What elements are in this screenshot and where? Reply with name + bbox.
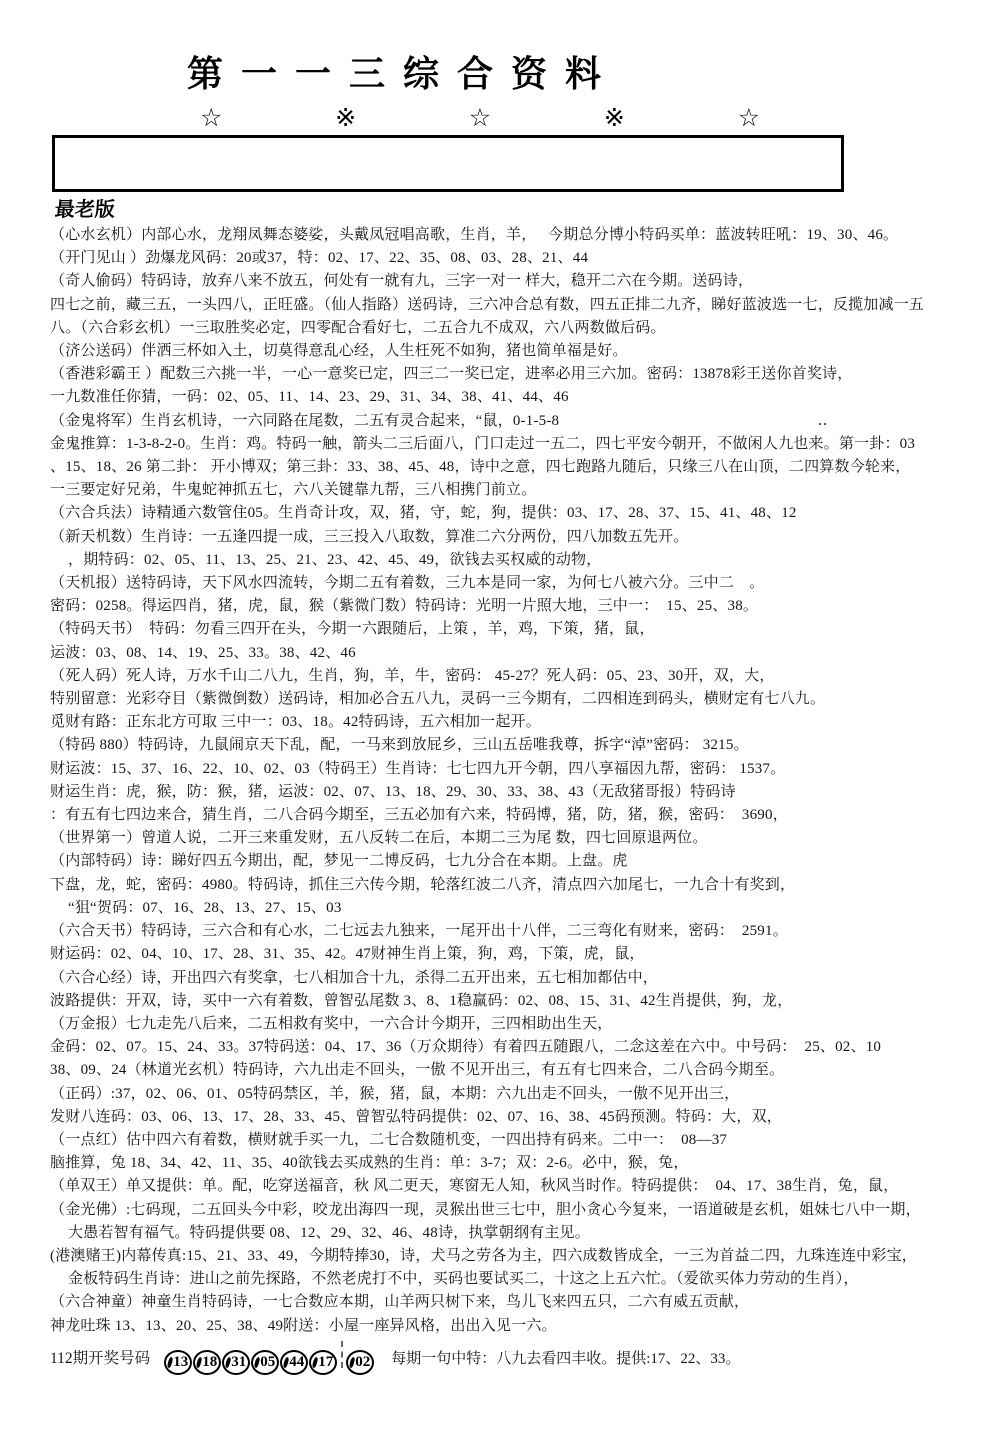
- body-line: ：有五有七四边来合，猜生肖，二八合码今期至，三五必加有六来，特码博，猪，防，猪，猴，密码： 3690，: [50, 807, 788, 824]
- reference-mark-icon: ※: [603, 104, 625, 132]
- body-line: 金板特码生肖诗：进山之前先探路，不然老虎打不中，买码也要试买二，十这之上五六忙。（爱欲买体力劳动的生肖），: [68, 1271, 859, 1288]
- body-line: 密码：0258。得运四肖，猪，虎，鼠，猴（紫微门数）特码诗：光明一片照大地，三中一： 15、25、38。: [50, 598, 759, 615]
- body-line: （正码）:37，02、06、01、05特码禁区，羊，猴，猪，鼠，本期：六九出走不回头，一傲不见开出三，: [50, 1085, 740, 1102]
- body-text: [50, 224, 980, 1338]
- reference-mark-icon: ※: [335, 104, 357, 132]
- body-line: （济公送码）伴洒三杯如入土，切莫得意乱心经，人生枉死不如狗，猪也简单福是好。: [50, 343, 628, 360]
- body-line: 脑推算，兔 18、34、42、11、35、40欲钱去买成熟的生肖：单：3-7；双：2-6。必中，猴，兔，: [50, 1155, 689, 1172]
- body-line: （新天机数）生肖诗：一五逢四提一成，三三投入八取数，算准二六分两份，四八加数五先开。: [50, 528, 689, 545]
- body-line: 一九数准任你猜，一码：02、05、11、14、23、29、31、34、38、41、44、46: [50, 389, 569, 406]
- body-line: （单双王）单又提供：单。配，吃穿送福音，秋 风二更天，寒窗无人知，秋风当时作。特码提供： 04、17、38生肖，兔，鼠，: [50, 1178, 899, 1195]
- footer-draw-line: [50, 1341, 986, 1378]
- drawn-number-ball: 44: [280, 1350, 308, 1375]
- decor-symbol-row: [200, 103, 760, 133]
- body-line: （香港彩霸王 ）配数三六挑一半，一心一意奖已定，四三二一奖已定，进率必用三六加。密码：13878彩王送你首奖诗，: [50, 366, 853, 383]
- body-line: （六合天书）特码诗，三六合和有心水，二七远去九独来，一尾开出十八伴，二三弯化有财来，密码： 2591。: [50, 923, 788, 940]
- body-line: 38、09、24（林道光玄机）特码诗，六九出走不回头，一傲 不见开出三，有五有七四来合，二八合码今期至。: [50, 1062, 785, 1079]
- drawn-number-ball: 18: [193, 1350, 221, 1375]
- body-line: （开门见山 ）劲爆龙风码：20或37，特：02、17、22、35、08、03、28、21、44: [50, 250, 589, 267]
- body-line: （万金报）七九走先八后来，二五相救有奖中，一六合计今期开，三四相助出生天，: [50, 1015, 613, 1032]
- body-line: ，期特码：02、05、11、13、25、21、23、42、45、49，欲钱去买权威的动物，: [68, 551, 602, 568]
- dashed-separator: [341, 1341, 343, 1368]
- star-icon: ☆: [468, 104, 492, 132]
- body-line: （六合心经）诗，开出四六有奖拿，七八相加合十九，杀得二五开出来，五七相加都估中，: [50, 969, 659, 986]
- body-line: 神龙吐珠 13、13、20、25、38、49附送：小屋一座异风格，出出入见一六。: [50, 1317, 557, 1334]
- body-line: 特别留意：光彩夺目（紫微倒数）送码诗，相加必合五八九，灵码一三今期有，二四相连到码头，横财定有七八九。: [50, 691, 826, 708]
- body-line: （特码 880）特码诗，九鼠闹京天下乱，配，一马来到放屁乡，三山五岳唯我尊，拆字“淖”密码： 3215。: [50, 737, 749, 754]
- body-line: 运波：03、08、14、19、25、33。38、42、46: [50, 644, 356, 661]
- body-line: (港澳赌王)内幕传真:15、21、33、49，今期特捧30，诗，犬马之劳各为主，四六成数皆成全，一三为首益二四，九珠连连中彩宝，: [50, 1247, 917, 1264]
- body-line: （六合兵法）诗精通六数管住05。生肖奇计攻，双，猪，守，蛇，狗，提供：03、17、28、37、15、41、48、12: [50, 505, 797, 522]
- drawn-number-ball: 17: [309, 1350, 337, 1375]
- header-box: [52, 135, 844, 192]
- drawn-number-ball: 05: [251, 1350, 279, 1375]
- body-line: （金鬼将军）生肖玄机诗，一六同路在尾数，二五有灵合起来，“鼠，0-1-5-8 ‥: [50, 412, 828, 429]
- body-line: 财运码：02、04、10、17、28、31、35、42。47财神生肖上策，狗，鸡，下策，虎，鼠，: [50, 946, 645, 963]
- body-line: （天机报）送特码诗，天下风水四流转，今期二五有着数，三九本是同一家，为何七八被六分。三中二 。: [50, 575, 765, 592]
- body-line: 大愚若智有福气。特码提供要 08、12、29、32、46、48诗，执掌朝纲有主见。: [68, 1224, 590, 1241]
- body-line: （死人码）死人诗，万水千山二八九，生肖，狗，羊，牛，密码： 45-27？死人码：05、23、30开，双，大，: [50, 667, 775, 684]
- body-line: 、15、18、26 第二卦： 开小博双；第三卦：33、38、45、48，诗中之意，四七跑路九随后，只缘三八在山顶，二四算数今轮来，: [50, 459, 911, 476]
- body-line: 下盘，龙，蛇，密码：4980。特码诗，抓住三六传今期，轮落红波二八齐，清点四六加尾七，一九合十有奖到，: [50, 876, 796, 893]
- body-line: （金光佛）:七码现，二五回头今中彩，咬龙出海四一现，灵猴出世三七中，胆小贪心今复来，一语道破是玄机，姐妹七八中一期，: [50, 1201, 921, 1218]
- body-line: （心水玄机）内部心水，龙翔凤舞态婆娑，头戴凤冠唱高歌，生肖，羊， 今期总分博小特码买单：蓝波转旺吼：19、30、46。: [50, 227, 899, 243]
- body-line: 金码：02、07。15、24、33。37特码送：04、17、36（万众期待）有着四五随跟八，二念这差在六中。中号码： 25、02、10: [50, 1039, 882, 1056]
- body-line: 觅财有路：正东北方可取 三中一：03、18。42特码诗，五六相加一起开。: [50, 714, 541, 731]
- footer-note: 每期一句中特：八九去看四丰收。提供:17、22、33。: [391, 1351, 741, 1368]
- drawn-numbers: [164, 1341, 375, 1378]
- body-line: （内部特码）诗：睇好四五今期出，配，梦见一二博反码，七九分合在本期。上盘。虎: [50, 853, 628, 870]
- section-label: 最老版: [54, 199, 116, 221]
- body-line: （六合神童）神童生肖特码诗，一七合数应本期，山羊两只树下来，鸟儿飞来四五只，二六有威五贡献，: [50, 1294, 750, 1311]
- star-icon: ☆: [737, 104, 760, 132]
- drawn-number-ball: 31: [222, 1350, 250, 1375]
- scanned-lottery-sheet: [0, 46, 986, 1434]
- body-line: 一三要定好兄弟，牛鬼蛇神抓五七，六八关键靠九帮，三八相携门前立。: [50, 482, 537, 499]
- body-line: （奇人偷码）特码诗，放弃八来不放五，何处有一就有九，三字一对一 样大，稳开二六在今期。送码诗，: [50, 273, 754, 290]
- body-line: （特码天书） 特码：勿看三四开在头，今期一六跟随后，上策 ，羊，鸡，下策，猪，鼠，: [50, 621, 655, 638]
- body-line: “狙“贺码：07、16、28、13、27、15、03: [68, 899, 342, 916]
- body-line: 波路提供：开双，诗，买中一六有着数，曾智弘尾数 3、8、1稳赢码：02、08、15、31、42生肖提供，狗，龙，: [50, 992, 793, 1009]
- body-line: 发财八连码：03、06、13、17、28、33、45、曾智弘特码提供：02、07、16、38、45码预测。特码：大，双，: [50, 1108, 783, 1125]
- drawn-number-ball: 13: [164, 1350, 192, 1375]
- body-line: 财运波：15、37、16、22、10、02、03（特码王）生肖诗：七七四九开今朝，四八享福因九帮，密码： 1537。: [50, 760, 786, 777]
- body-line: （世界第一）曾道人说，二开三来重发财，五八反转二在后，本期二三为尾 数，四七回原退两位。: [50, 830, 708, 847]
- body-line: 八。（六合彩玄机）一三取胜奖必定，四零配合看好七，二五合九不成双，六八两数做后码。: [50, 319, 666, 336]
- body-line: 金鬼推算：1-3-8-2-0。生肖：鸡。特码一触，箭头二三后面八，门口走过一五二，四七平安今朝开，不做闲人九也来。第一卦：03: [50, 435, 916, 452]
- drawn-number-ball: 02: [346, 1350, 374, 1375]
- star-icon: ☆: [200, 104, 223, 132]
- draw-result-prefix: 112期开奖号码: [50, 1350, 151, 1368]
- body-line: 四七之前，藏三五，一头四八，正旺盛。（仙人指路）送码诗，三六冲合总有数，四五正排二九齐，睇好蓝波选一七，反揽加减一五: [50, 296, 925, 313]
- page-title: 第一一三综合资料: [186, 54, 619, 94]
- body-line: 财运生肖：虎，猴，防：猴，猪，运波：02、07、13、18、29、30、33、38、43（无敌猪哥报）特码诗: [50, 783, 736, 800]
- body-line: （一点红）估中四六有着数，横财就手买一九，二七合数随机变，一四出持有码来。二中一： 08—37: [50, 1131, 728, 1148]
